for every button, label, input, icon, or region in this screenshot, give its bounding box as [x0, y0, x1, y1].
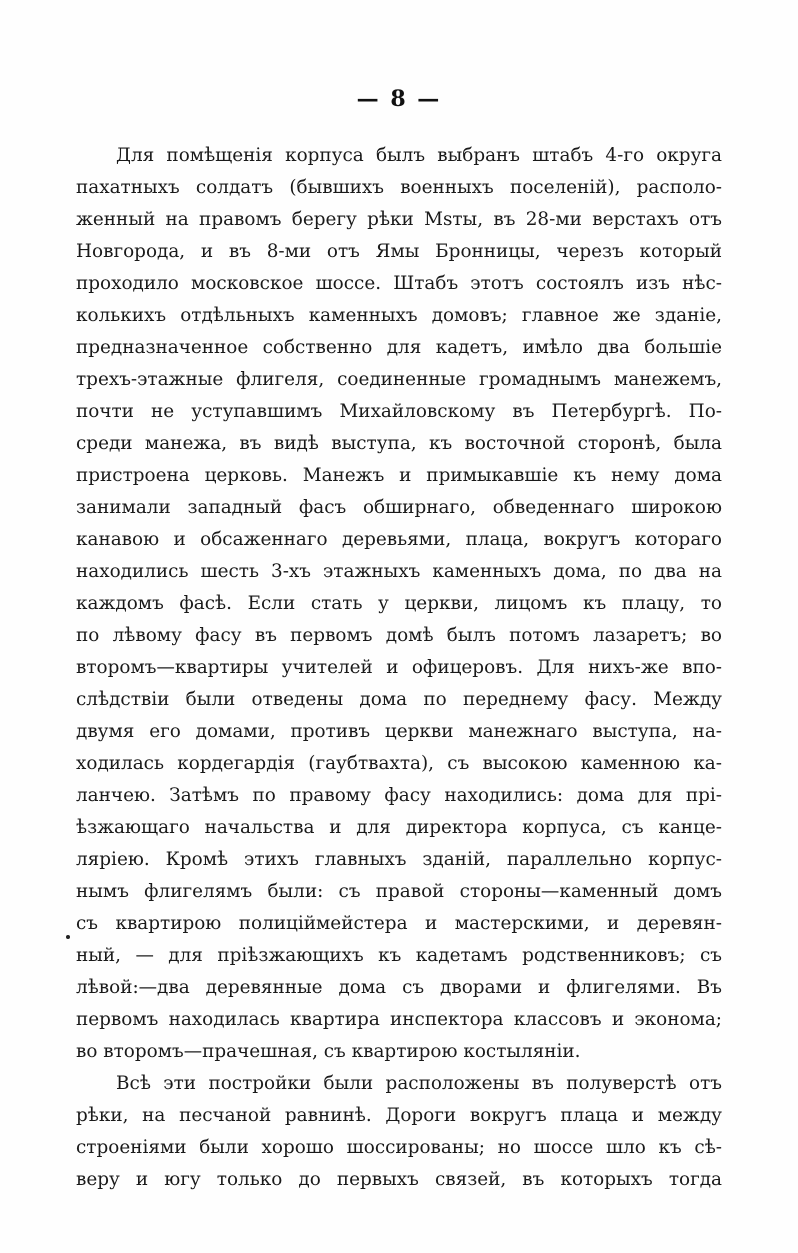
text-line: находились шесть 3-хъ этажныхъ каменныхъ дома, по два на — [76, 561, 722, 582]
text-line: Для помѣщенія корпуса былъ выбранъ штабъ 4-го округа — [116, 145, 722, 166]
text-line: лѣвой:—два деревянные дома съ дворами и флигелями. Въ — [76, 977, 722, 998]
text-line: занимали западный фасъ обширнаго, обведеннаго широкою — [76, 497, 722, 518]
text-line: женный на правомъ берегу рѣки Msты, въ 28-ми верстахъ отъ — [76, 209, 722, 230]
text-line: слѣдствіи были отведены дома по переднему фасу. Между — [76, 689, 722, 710]
text-line: колькихъ отдѣльныхъ каменныхъ домовъ; главное же зданіе, — [76, 305, 722, 326]
text-line: нымъ флигелямъ были: съ правой стороны—каменный домъ — [76, 881, 722, 902]
paragraph-1 — [76, 140, 722, 1068]
text-line: ный, — для пріѣзжающихъ къ кадетамъ родственниковъ; съ — [76, 945, 722, 966]
text-line: почти не уступавшимъ Михайловскому въ Петербургѣ. По- — [76, 401, 722, 422]
text-line: веру и югу только до первыхъ связей, въ которыхъ тогда — [76, 1169, 722, 1190]
text-line: предназначенное собственно для кадетъ, имѣло два большіе — [76, 337, 722, 358]
text-line: второмъ—квартиры учителей и офицеровъ. Для нихъ-же впо- — [76, 657, 722, 678]
paragraph-2 — [76, 1068, 722, 1196]
text-line: канавою и обсаженнаго деревьями, плаца, вокругъ котораго — [76, 529, 722, 550]
text-line: Всѣ эти постройки были расположены въ полуверстѣ отъ — [116, 1073, 722, 1094]
text-line: каждомъ фасѣ. Если стать у церкви, лицомъ къ плацу, то — [76, 593, 722, 614]
text-line: двумя его домами, противъ церкви манежнаго выступа, на- — [76, 721, 722, 742]
text-line: среди манежа, въ видѣ выступа, къ восточной сторонѣ, была — [76, 433, 722, 454]
text-line: ляріею. Кромѣ этихъ главныхъ зданій, параллельно корпус- — [76, 849, 722, 870]
text-line: съ квартирою полиціймейстера и мастерскими, и деревян- — [76, 913, 722, 934]
ink-speck — [66, 935, 70, 939]
text-line: трехъ-этажные флигеля, соединенные громаднымъ манежемъ, — [76, 369, 722, 390]
text-line: пахатныхъ солдатъ (бывшихъ военныхъ поселеній), располо- — [76, 177, 722, 198]
body-text — [76, 140, 722, 1196]
text-line: во второмъ—прачешная, съ квартирою костыляніи. — [76, 1041, 581, 1062]
text-line: ѣзжающаго начальства и для директора корпуса, съ канце- — [76, 817, 722, 838]
text-line: первомъ находилась квартира инспектора классовъ и эконома; — [76, 1009, 722, 1030]
text-line: пристроена церковь. Манежъ и примыкавшіе къ нему дома — [76, 465, 722, 486]
text-line: проходило московское шоссе. Штабъ этотъ состоялъ изъ нѣс- — [76, 273, 722, 294]
text-line: ходилась кордегардія (гаубтвахта), съ высокою каменною ка- — [76, 753, 722, 774]
text-line: Новгорода, и въ 8-ми отъ Ямы Бронницы, черезъ который — [76, 241, 722, 262]
page-number: — 8 — — [356, 86, 442, 112]
text-line: строеніями были хорошо шоссированы; но шоссе шло къ сѣ- — [76, 1137, 722, 1158]
text-line: ланчею. Затѣмъ по правому фасу находились: дома для прі- — [76, 785, 722, 806]
text-line: рѣки, на песчаной равнинѣ. Дороги вокругъ плаца и между — [76, 1105, 722, 1126]
text-line: по лѣвому фасу въ первомъ домѣ былъ потомъ лазаретъ; во — [76, 625, 722, 646]
